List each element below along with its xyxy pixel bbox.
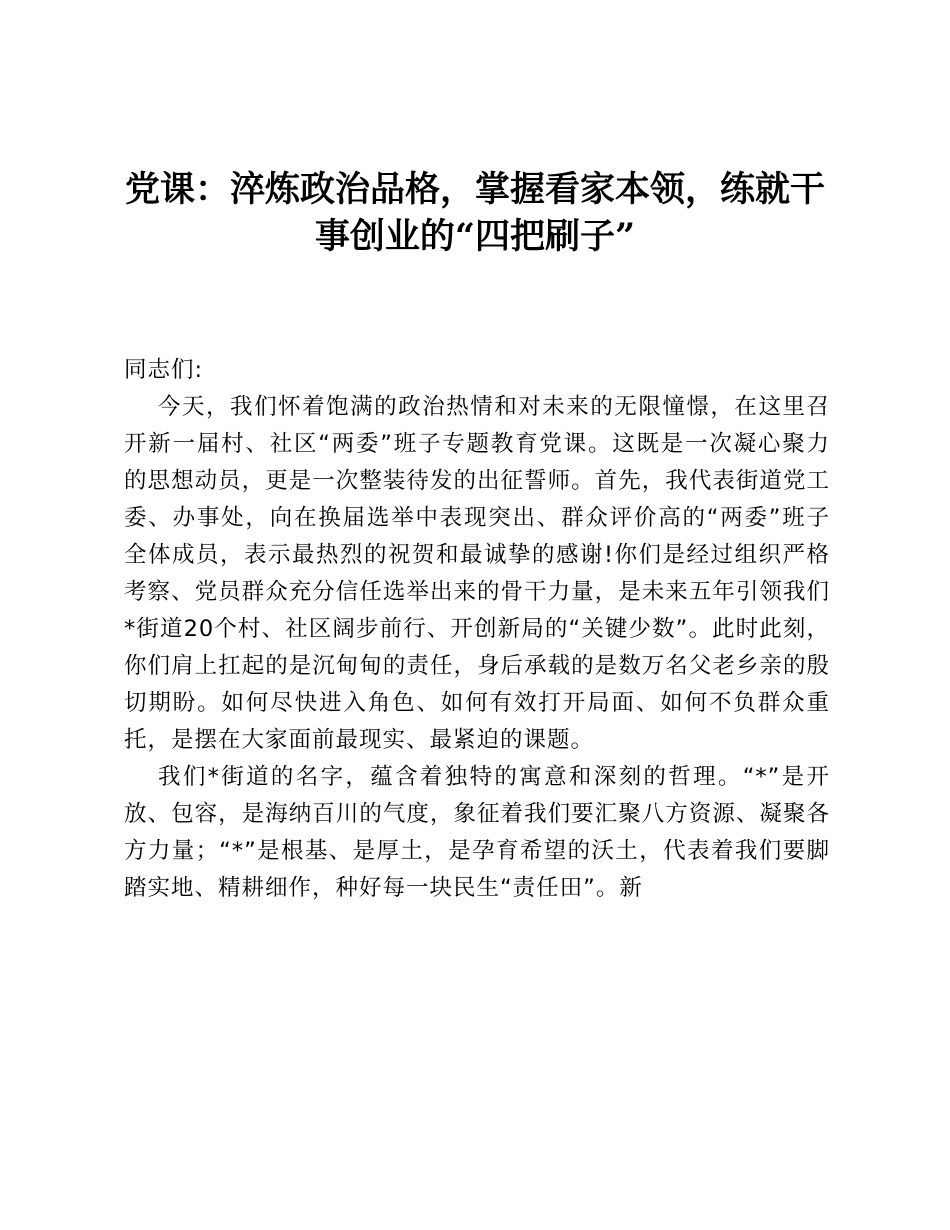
document-body xyxy=(124,352,830,907)
paragraph: 今天，我们怀着饱满的政治热情和对未来的无限憧憬，在这里召开新一届村、社区“两委”班子专题教育党课。这既是一次凝心聚力的思想动员，更是一次整装待发的出征誓师。首先，我代表街道党工委、办事处，向在换届选举中表现突出、群众评价高的“两委”班子全体成员，表示最热烈的祝贺和最诚挚的感谢!你们是经过组织严格考察、党员群众充分信任选举出来的骨干力量，是未来五年引领我们*街道20个村、社区阔步前行、开创新局的“关键少数”。此时此刻，你们肩上扛起的是沉甸甸的责任，身后承载的是数万名父老乡亲的殷切期盼。如何尽快进入角色、如何有效打开局面、如何不负群众重托，是摆在大家面前最现实、最紧迫的课题。 xyxy=(124,394,830,753)
salutation: 同志们: xyxy=(124,357,204,383)
paragraph: 我们*街道的名字，蕴含着独特的寓意和深刻的哲理。“*”是开放、包容，是海纳百川的气度，象征着我们要汇聚八方资源、凝聚各方力量；“*”是根基、是厚土，是孕育希望的沃土，代表着我们要脚踏实地、精耕细作，种好每一块民生“责任田”。新 xyxy=(124,764,830,901)
document-title: 党课：淬炼政治品格，掌握看家本领，练就干事创业的“四把刷子” xyxy=(124,169,825,257)
